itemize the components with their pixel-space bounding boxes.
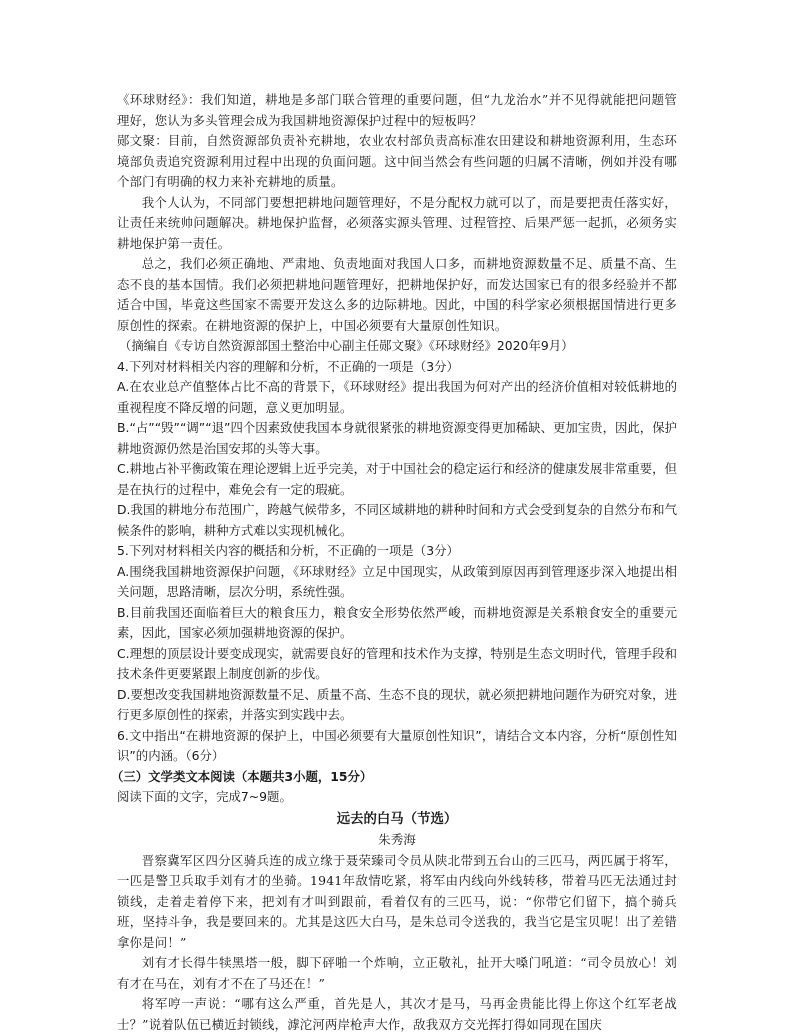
document-page [111,90,677,1035]
question-5-option-b: B.目前我国还面临着巨大的粮食压力，粮食安全形势依然严峻，而耕地资源是关系粮食安全的重要元素，因此，国家必须加强耕地资源的保护。 [117,604,677,640]
interview-paragraph: 我个人认为，不同部门要想把耕地问题管理好，不是分配权力就可以了，而是要把责任落实好，让责任来统帅问题解决。耕地保护监督，必须落实源头管理、过程管控、后果严惩一起抓，必须务实耕地保护第一责任。 [117,194,677,251]
question-4-option-d: D.我国的耕地分布范围广，跨越气候带多，不同区域耕地的耕种时间和方式会受到复杂的自然分布和气候条件的影响，耕种方式难以实现机械化。 [117,502,677,538]
story-title: 远去的白马（节选） [336,811,458,827]
interview-paragraph: 总之，我们必须正确地、严肃地、负责地面对我国人口多，而耕地资源数量不足、质量不高、生态不良的基本国情。我们必须把耕地问题管理好，把耕地保护好，而发达国家已有的很多经验并不都适合中国，毕竟这些国家不需要开发这么多的边际耕地。因此，中国的科学家必须根据国情进行更多原创性的探索。在耕地资源的保护上，中国必须要有大量原创性知识。 [117,256,677,333]
interview-answer: 郧文聚：目前，自然资源部负责补充耕地，农业农村部负责高标准农田建设和耕地资源利用，生态环境部负责追究资源利用过程中出现的负面问题。这中间当然会有些问题的归属不清晰，例如并没有哪个部门有明确的权力来补充耕地的质量。 [117,133,677,189]
source-citation: （摘编自《专访自然资源部国土整治中心副主任郧文聚》《环球财经》2020年9月） [119,338,574,353]
question-5-option-c: C.理想的顶层设计要变成现实，就需要良好的管理和技术作为支撑，特别是生态文明时代，管理手段和技术条件更要紧跟上制度创新的步伐。 [117,645,677,681]
question-5-option-d: D.要想改变我国耕地资源数量不足、质量不高、生态不良的现状，就必须把耕地问题作为研究对象，进行更多原创性的探索，并落实到实践中去。 [117,686,677,722]
question-5: 5.下列对材料相关内容的概括和分析，不正确的一项是（3分） [117,543,459,558]
story-paragraph: 晋察冀军区四分区骑兵连的成立缘于聂荣臻司令员从陕北带到五台山的三匹马，两匹属于将军，一匹是警卫兵取手刘有才的坐骑。1941年敌情吃紧，将军由内线向外线转移，带着马匹无法通过封锁线，走着走着停下来，把刘有才叫到跟前，看着仅有的三匹马，说：“你带它们留下，搞个骑兵班，坚持斗争，我是要回来的。尤其是这匹大白马，是朱总司令送我的，我当它是宝贝呢！出了差错拿你是问！” [117,852,677,950]
story-author: 朱秀海 [378,832,416,847]
story-paragraph: 刘有才长得牛犊黑塔一般，脚下砰啪一个炸响，立正敬礼，扯开大嗓门吼道：“司令员放心！刘有才在马在，刘有才不在了马还在！” [117,955,677,991]
reading-instruction: 阅读下面的文字，完成7~9题。 [117,789,292,804]
question-5-option-a: A.围绕我国耕地资源保护问题，《环球财经》立足中国现实，从政策到原因再到管理逐步深入地提出相关问题，思路清晰，层次分明，系统性强。 [117,563,677,599]
section-heading: （三）文学类文本阅读（本题共3小题，15分） [111,768,373,784]
story-paragraph: 将军哼一声说：“哪有这么严重，首先是人，其次才是马，马再金贵能比得上你这个红军老战士？”说着队伍已横近封锁线，滹沱河两岸枪声大作，敌我双方交光挥打得如同现在国庆 [117,996,677,1032]
question-4-option-b: B.“占”“毁”“调”“退”四个因素致使我国本身就很紧张的耕地资源变得更加稀缺、更加宝贵，因此，保护耕地资源仍然是治国安邦的头等大事。 [117,420,677,456]
question-4: 4.下列对材料相关内容的理解和分析，不正确的一项是（3分） [117,358,459,374]
question-4-option-c: C.耕地占补平衡政策在理论逻辑上近乎完美，对于中国社会的稳定运行和经济的健康发展非常重要，但是在执行的过程中，难免会有一定的瑕疵。 [117,461,677,497]
question-6: 6.文中指出“在耕地资源的保护上，中国必须要有大量原创性知识”，请结合文本内容，分析“原创性知识”的内涵。（6分） [117,727,677,763]
question-4-option-a: A.在农业总产值整体占比不高的背景下，《环球财经》提出我国为何对产出的经济价值相对较低耕地的重视程度不降反增的问题，意义更加明显。 [117,379,677,415]
interview-question: 《环球财经》：我们知道，耕地是多部门联合管理的重要问题，但“九龙治水”并不见得就能把问题管理好，您认为多头管理会成为我国耕地资源保护过程中的短板吗？ [117,92,677,128]
